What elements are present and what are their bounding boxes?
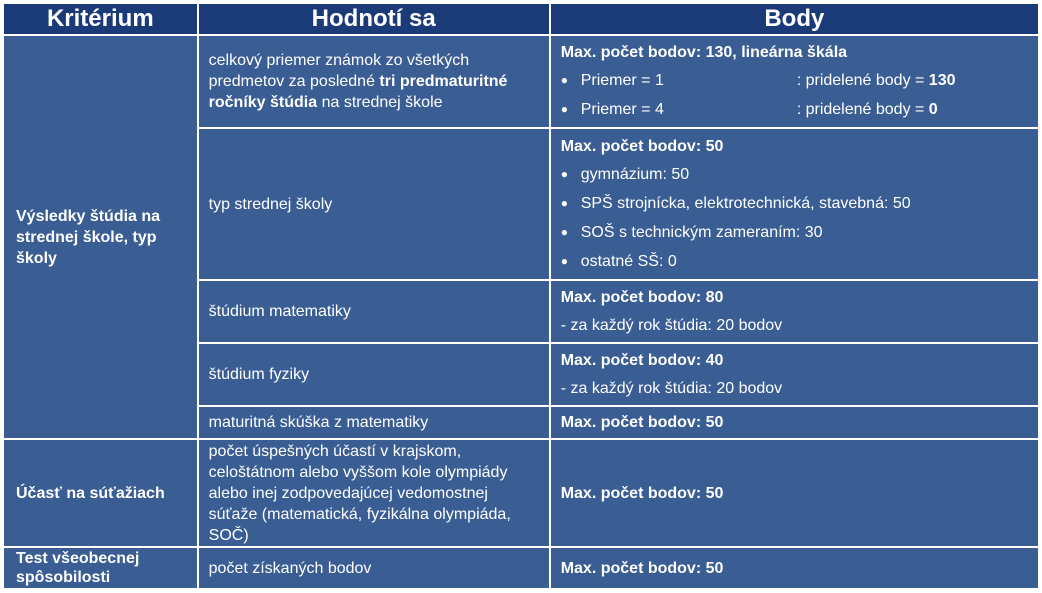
list-item: ● SPŠ strojnícka, elektrotechnická, stavebná: 50 (560, 194, 911, 212)
assess-grade-average (198, 35, 550, 128)
points-title: Max. počet bodov: 80 (560, 289, 724, 306)
assess-text-bold: tri predmaturitné ročníky štúdia (208, 73, 508, 111)
points-grade-average (550, 35, 1039, 128)
points-item-left: Priemer = 4 (580, 101, 664, 118)
assess-math-exam: maturitná skúška z matematiky (198, 406, 550, 439)
points-competitions: Max. počet bodov: 50 (550, 439, 1039, 547)
header-assessed: Hodnotí sa (198, 3, 550, 35)
bullet-icon: ● (560, 253, 568, 268)
assess-text-part: celkový priemer známok zo všetkých predmetov za posledné (208, 52, 470, 90)
criterion-aptitude-test: Test všeobecnej spôsobilosti (3, 547, 198, 589)
criteria-table (2, 2, 1040, 590)
list-item: ● SOŠ s technickým zameraním: 30 (560, 223, 823, 241)
criterion-study-results: Výsledky štúdia na strednej škole, typ školy (3, 35, 198, 439)
points-math-study (550, 280, 1039, 343)
points-aptitude-test: Max. počet bodov: 50 (550, 547, 1039, 589)
assess-physics-study: štúdium fyziky (198, 343, 550, 406)
header-criterion: Kritérium (3, 3, 198, 35)
table-row (3, 547, 1039, 589)
assess-math-study: štúdium matematiky (198, 280, 550, 343)
points-title: Max. počet bodov: 40 (560, 352, 724, 369)
bullet-icon: ● (560, 102, 568, 116)
table-row (3, 439, 1039, 547)
points-math-exam: Max. počet bodov: 50 (550, 406, 1039, 439)
list-item: ● gymnázium: 50 (560, 165, 690, 183)
points-title: Max. počet bodov: 130, lineárna škála (560, 44, 848, 61)
list-item: ● ostatné SŠ: 0 (560, 252, 677, 270)
points-note: - za každý rok štúdia: 20 bodov (560, 379, 783, 397)
bullet-icon: ● (560, 166, 568, 181)
assess-school-type: typ strednej školy (198, 128, 550, 280)
points-note: - za každý rok štúdia: 20 bodov (560, 316, 783, 334)
points-physics-study (550, 343, 1039, 406)
bullet-icon: ● (560, 224, 568, 239)
header-points: Body (550, 3, 1039, 35)
list-item (561, 66, 1028, 95)
points-item-right: : pridelené body = 0 (796, 101, 938, 118)
list-item (561, 95, 1028, 124)
points-title: Max. počet bodov: 50 (560, 137, 724, 155)
points-item-right: : pridelené body = 130 (796, 72, 956, 89)
criterion-competitions: Účasť na súťažiach (3, 439, 198, 547)
table-row (3, 35, 1039, 128)
assess-aptitude-test: počet získaných bodov (198, 547, 550, 589)
bullet-icon: ● (560, 195, 568, 210)
assess-text-part: na strednej škole (317, 94, 443, 111)
points-item-left: Priemer = 1 (580, 72, 664, 89)
assess-competitions: počet úspešných účastí v krajskom, celoštátnom alebo vyššom kole olympiády alebo inej zodpovedajúcej vedomostnej súťaže (matematická, fyzikálna olympiáda, SOČ) (198, 439, 550, 547)
header-row (3, 3, 1039, 35)
points-school-type (550, 128, 1039, 280)
bullet-icon: ● (560, 73, 568, 87)
